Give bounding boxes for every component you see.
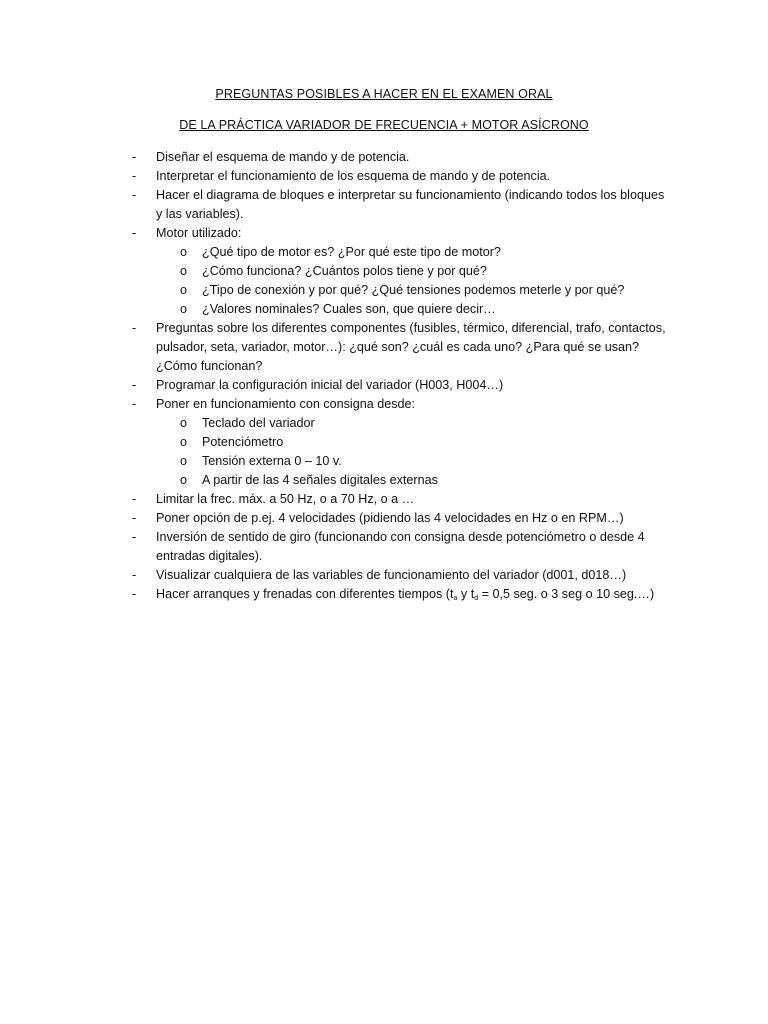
circle-bullet: o <box>180 416 188 430</box>
document-subtitle: DE LA PRÁCTICA VARIADOR DE FRECUENCIA + MOTOR ASÍCRONO <box>179 118 589 132</box>
dash-bullet: - <box>132 568 137 582</box>
sub-list-item <box>0 433 668 452</box>
list-item <box>0 376 768 395</box>
list-item-text: Preguntas sobre los diferentes componentes (fusibles, térmico, diferencial, trafo, contactos, pulsador, seta, variador, motor…): ¿qué son? ¿cuál es cada uno? ¿Para qué se usan? ¿Cómo funcionan? <box>156 321 666 373</box>
dash-bullet: - <box>132 397 137 411</box>
sub-list-item-text: ¿Cómo funciona? ¿Cuántos polos tiene y por qué? <box>202 264 487 278</box>
list-item-text: Motor utilizado: <box>156 226 242 240</box>
list-item-text: Visualizar cualquiera de las variables de funcionamiento del variador (d001, d018…) <box>156 568 627 582</box>
list-item <box>0 186 768 224</box>
sub-list-item-text: ¿Valores nominales? Cuales son, que quiere decir… <box>202 302 496 316</box>
list-item <box>0 490 768 509</box>
circle-bullet: o <box>180 473 188 487</box>
sub-list <box>156 414 668 490</box>
list-item-text: Interpretar el funcionamiento de los esquema de mando y de potencia. <box>156 169 551 183</box>
dash-bullet: - <box>132 226 137 240</box>
question-list <box>0 148 768 604</box>
circle-bullet: o <box>180 245 188 259</box>
sub-list-item <box>0 300 668 319</box>
sub-list-item-text: ¿Qué tipo de motor es? ¿Por qué este tipo de motor? <box>202 245 501 259</box>
sub-list-item <box>0 281 668 300</box>
list-item-text <box>156 587 654 601</box>
last-item-text-part3: = 0,5 seg. o 3 seg o 10 seg.…) <box>478 587 655 601</box>
sub-list-item <box>0 471 668 490</box>
list-item-text: Inversión de sentido de giro (funcionando con consigna desde potenciómetro o desde 4 entradas digitales). <box>156 530 645 563</box>
sub-list-item-text: ¿Tipo de conexión y por qué? ¿Qué tensiones podemos meterle y por qué? <box>202 283 625 297</box>
sub-list-item <box>0 262 668 281</box>
circle-bullet: o <box>180 435 188 449</box>
list-item-text: Poner en funcionamiento con consigna desde: <box>156 397 416 411</box>
sub-list-item-text: Teclado del variador <box>202 416 315 430</box>
last-item-text-part1: Hacer arranques y frenadas con diferentes tiempos (t <box>156 587 454 601</box>
circle-bullet: o <box>180 302 188 316</box>
list-item <box>0 167 768 186</box>
last-item-text-part2: y t <box>457 587 475 601</box>
dash-bullet: - <box>132 511 137 525</box>
list-item-text: Programar la configuración inicial del variador (H003, H004…) <box>156 378 504 392</box>
list-item <box>0 319 768 376</box>
sub-list-item-text: A partir de las 4 señales digitales externas <box>202 473 438 487</box>
list-item-text: Hacer el diagrama de bloques e interpretar su funcionamiento (indicando todos los bloques y las variables). <box>156 188 665 221</box>
list-item <box>0 566 768 585</box>
list-item-text: Poner opción de p.ej. 4 velocidades (pidiendo las 4 velocidades en Hz o en RPM…) <box>156 511 624 525</box>
dash-bullet: - <box>132 530 137 544</box>
circle-bullet: o <box>180 283 188 297</box>
dash-bullet: - <box>132 492 137 506</box>
sub-list-item-text: Tensión externa 0 – 10 v. <box>202 454 342 468</box>
list-item <box>0 585 768 604</box>
dash-bullet: - <box>132 378 137 392</box>
list-item-text: Limitar la frec. máx. a 50 Hz, o a 70 Hz, o a … <box>156 492 415 506</box>
dash-bullet: - <box>132 150 137 164</box>
dash-bullet: - <box>132 321 137 335</box>
subscript-a: a <box>453 595 458 602</box>
list-item <box>0 509 768 528</box>
dash-bullet: - <box>132 169 137 183</box>
list-item-text: Diseñar el esquema de mando y de potencia. <box>156 150 410 164</box>
list-item <box>0 148 768 167</box>
list-item <box>0 528 768 566</box>
sub-list-item-text: Potenciómetro <box>202 435 284 449</box>
sub-list-item <box>0 452 668 471</box>
list-item <box>0 395 768 490</box>
sub-list <box>156 243 668 319</box>
circle-bullet: o <box>180 454 188 468</box>
dash-bullet: - <box>132 587 137 601</box>
subscript-d: d <box>474 595 479 602</box>
list-item <box>0 224 768 319</box>
dash-bullet: - <box>132 188 137 202</box>
document-title: PREGUNTAS POSIBLES A HACER EN EL EXAMEN ORAL <box>215 87 553 101</box>
circle-bullet: o <box>180 264 188 278</box>
sub-list-item <box>0 243 668 262</box>
sub-list-item <box>0 414 668 433</box>
